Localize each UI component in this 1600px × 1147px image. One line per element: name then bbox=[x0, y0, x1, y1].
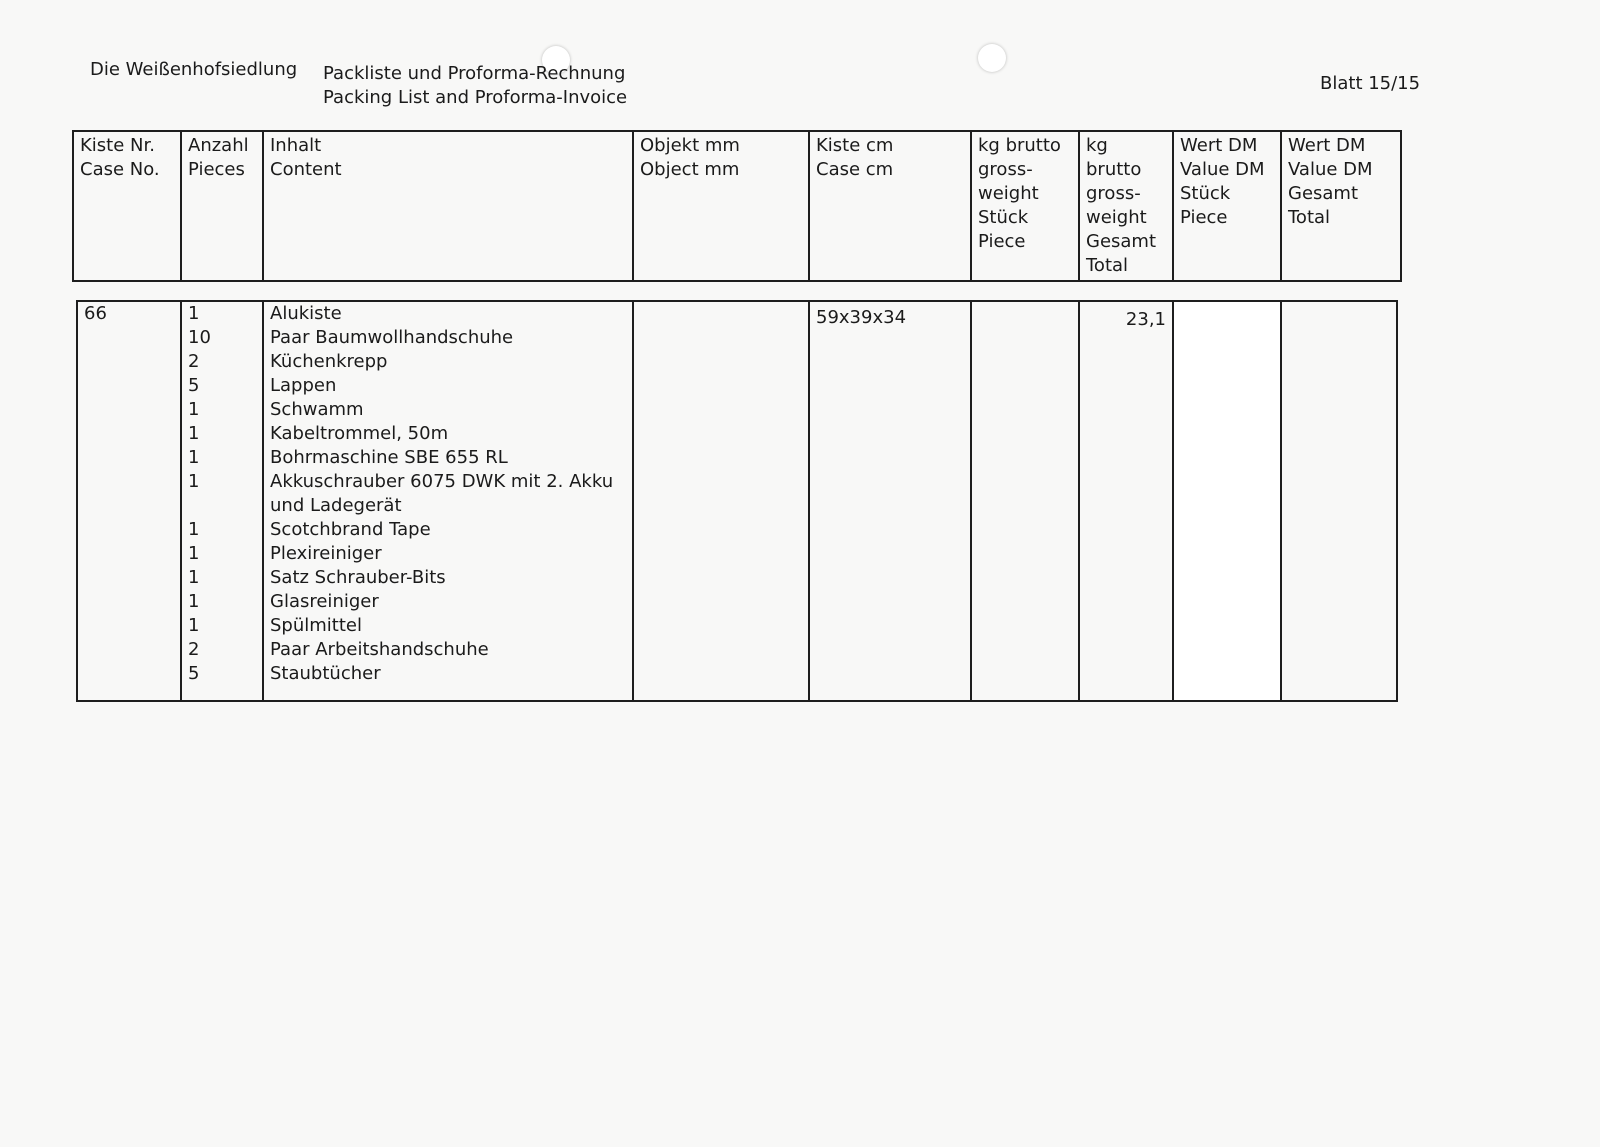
item-content: Glasreiniger bbox=[270, 591, 379, 612]
column-header-line: Piece bbox=[1180, 207, 1228, 228]
column-header-line: Object mm bbox=[640, 159, 740, 180]
item-content: Paar Baumwollhandschuhe bbox=[270, 327, 514, 348]
item-quantity bbox=[188, 494, 256, 518]
cell-object-mm bbox=[633, 301, 809, 701]
gross-weight-total: 23,1 bbox=[1125, 309, 1166, 330]
item-content: Paar Arbeitshandschuhe bbox=[270, 639, 489, 660]
item-content: Lappen bbox=[270, 375, 337, 396]
item-quantity: 1 bbox=[188, 543, 200, 564]
item-content: Kabeltrommel, 50m bbox=[270, 423, 449, 444]
column-header-case-cm bbox=[809, 131, 971, 281]
column-header-gross-weight-total bbox=[1079, 131, 1173, 281]
column-header-content bbox=[263, 131, 633, 281]
organization-name: Die Weißenhofsiedlung bbox=[90, 59, 298, 80]
item-content: Alukiste bbox=[270, 303, 342, 324]
column-header-line: Wert DM bbox=[1180, 135, 1258, 156]
sheet-number: Blatt 15/15 bbox=[1320, 73, 1421, 94]
cell-content bbox=[263, 301, 633, 701]
cell-value-total bbox=[1281, 301, 1397, 701]
item-content: und Ladegerät bbox=[270, 495, 402, 516]
title-english: Packing List and Proforma-Invoice bbox=[323, 87, 628, 108]
column-header-line: Kiste cm bbox=[816, 135, 894, 156]
item-content: Schwamm bbox=[270, 399, 364, 420]
document-title bbox=[323, 62, 627, 110]
item-content: Scotchbrand Tape bbox=[270, 519, 431, 540]
column-header-line: Content bbox=[270, 159, 342, 180]
column-header-line: Wert DM bbox=[1288, 135, 1366, 156]
column-header-line: Gesamt bbox=[1086, 231, 1157, 252]
column-header-line: brutto bbox=[1086, 159, 1142, 180]
column-header-value-total bbox=[1281, 131, 1401, 281]
item-content: Staubtücher bbox=[270, 663, 381, 684]
item-quantity: 5 bbox=[188, 663, 200, 684]
column-header-gross-weight-piece bbox=[971, 131, 1079, 281]
column-header-line: Kiste Nr. bbox=[80, 135, 155, 156]
column-header-line: Gesamt bbox=[1288, 183, 1359, 204]
column-header-line: weight bbox=[978, 183, 1039, 204]
column-header-line: Pieces bbox=[188, 159, 245, 180]
item-quantity: 1 bbox=[188, 303, 200, 324]
column-header-line: gross- bbox=[978, 159, 1033, 180]
cell-pieces bbox=[181, 301, 263, 701]
item-quantity: 1 bbox=[188, 519, 200, 540]
item-content: Spülmittel bbox=[270, 615, 362, 636]
column-header-case-no bbox=[73, 131, 181, 281]
cell-value-piece bbox=[1173, 301, 1281, 701]
item-quantity: 1 bbox=[188, 615, 200, 636]
item-quantity: 5 bbox=[188, 375, 200, 396]
item-content: Bohrmaschine SBE 655 RL bbox=[270, 447, 508, 468]
cell-case-no bbox=[77, 301, 181, 701]
item-content: Satz Schrauber-Bits bbox=[270, 567, 446, 588]
item-quantity: 1 bbox=[188, 591, 200, 612]
item-content: Akkuschrauber 6075 DWK mit 2. Akku bbox=[270, 471, 614, 492]
column-header-line: Total bbox=[1288, 207, 1331, 228]
punch-hole bbox=[978, 44, 1006, 72]
item-quantity: 2 bbox=[188, 639, 200, 660]
items-table bbox=[76, 300, 1398, 702]
column-header-line: Piece bbox=[978, 231, 1026, 252]
column-header-line: Value DM bbox=[1180, 159, 1265, 180]
column-header-line: gross- bbox=[1086, 183, 1141, 204]
column-header-line: Case cm bbox=[816, 159, 894, 180]
column-header-line: kg bbox=[1086, 135, 1108, 156]
table-row bbox=[77, 301, 1397, 701]
item-quantity: 1 bbox=[188, 399, 200, 420]
column-header-line: Value DM bbox=[1288, 159, 1373, 180]
column-header-line: Anzahl bbox=[188, 135, 249, 156]
column-header-line: kg brutto bbox=[978, 135, 1061, 156]
column-header-object-mm bbox=[633, 131, 809, 281]
column-header-pieces bbox=[181, 131, 263, 281]
case-dimensions: 59x39x34 bbox=[816, 307, 907, 328]
cell-gross-weight-total bbox=[1079, 301, 1173, 701]
column-header-line: Case No. bbox=[80, 159, 160, 180]
column-header-line: Inhalt bbox=[270, 135, 322, 156]
title-german: Packliste und Proforma-Rechnung bbox=[323, 63, 626, 84]
item-content: Küchenkrepp bbox=[270, 351, 388, 372]
case-number: 66 bbox=[84, 303, 107, 324]
item-quantity: 2 bbox=[188, 351, 200, 372]
cell-case-cm bbox=[809, 301, 971, 701]
item-content: Plexireiniger bbox=[270, 543, 382, 564]
header-table bbox=[72, 130, 1402, 282]
column-header-line: Objekt mm bbox=[640, 135, 740, 156]
column-header-line: Stück bbox=[978, 207, 1029, 228]
column-header-line: weight bbox=[1086, 207, 1147, 228]
column-header-line: Total bbox=[1086, 255, 1129, 276]
item-quantity: 1 bbox=[188, 423, 200, 444]
item-quantity: 1 bbox=[188, 567, 200, 588]
item-quantity: 10 bbox=[188, 327, 211, 348]
item-quantity: 1 bbox=[188, 447, 200, 468]
item-quantity: 1 bbox=[188, 471, 200, 492]
column-header-value-piece bbox=[1173, 131, 1281, 281]
cell-gross-weight-piece bbox=[971, 301, 1079, 701]
column-header-line: Stück bbox=[1180, 183, 1231, 204]
